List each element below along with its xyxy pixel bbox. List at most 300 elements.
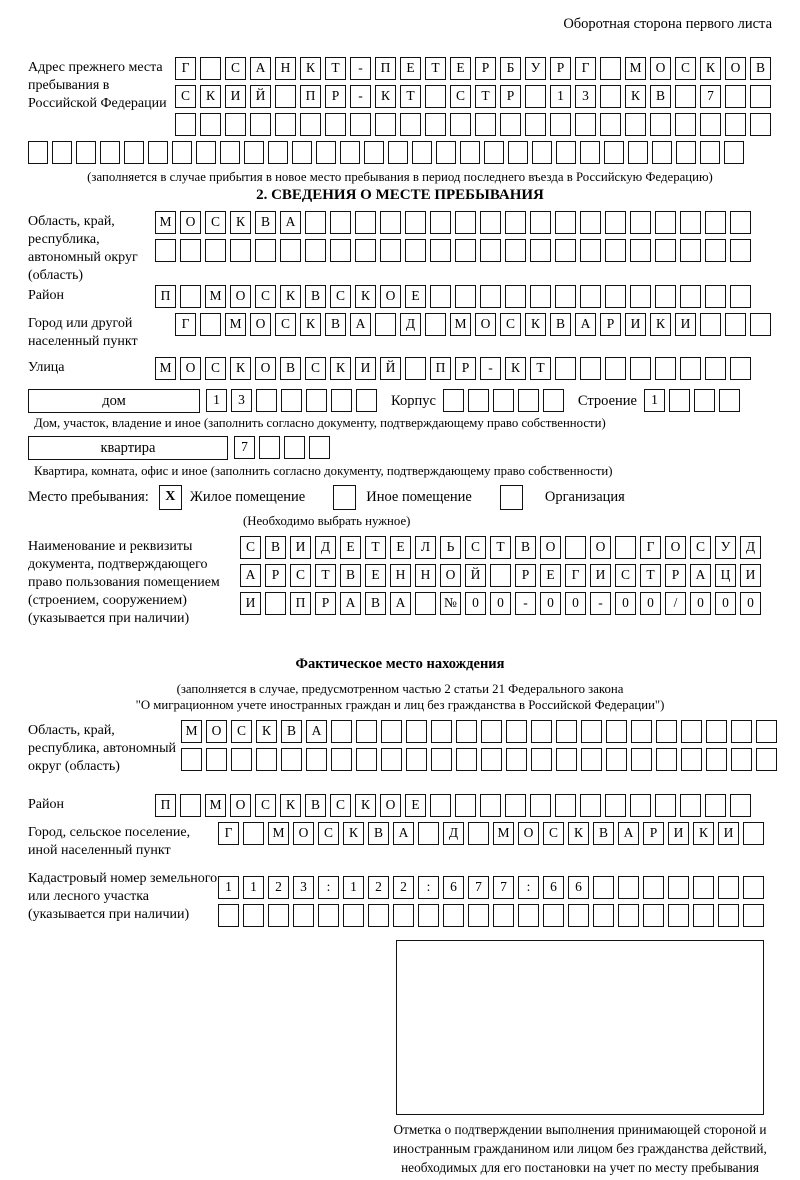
char-box[interactable] xyxy=(643,876,664,899)
char-box[interactable] xyxy=(625,113,646,136)
char-box[interactable] xyxy=(418,822,439,845)
char-box[interactable]: Р xyxy=(475,57,496,80)
char-box[interactable] xyxy=(180,285,201,308)
char-box[interactable]: 0 xyxy=(640,592,661,615)
char-box[interactable] xyxy=(243,822,264,845)
char-box[interactable]: 0 xyxy=(715,592,736,615)
char-box[interactable] xyxy=(604,141,624,164)
char-box[interactable] xyxy=(719,389,740,412)
char-box[interactable]: 0 xyxy=(690,592,711,615)
char-box[interactable] xyxy=(430,239,451,262)
char-box[interactable] xyxy=(468,904,489,927)
char-box[interactable]: 2 xyxy=(393,876,414,899)
char-box[interactable]: И xyxy=(668,822,689,845)
char-box[interactable] xyxy=(480,794,501,817)
char-box[interactable]: - xyxy=(350,85,371,108)
char-box[interactable] xyxy=(580,794,601,817)
char-box[interactable] xyxy=(555,794,576,817)
char-box[interactable]: С xyxy=(690,536,711,559)
char-box[interactable]: С xyxy=(175,85,196,108)
char-box[interactable]: Г xyxy=(640,536,661,559)
char-box[interactable]: М xyxy=(268,822,289,845)
char-box[interactable] xyxy=(581,720,602,743)
char-box[interactable]: Е xyxy=(405,794,426,817)
char-box[interactable] xyxy=(730,239,751,262)
char-box[interactable] xyxy=(680,211,701,234)
char-box[interactable]: № xyxy=(440,592,461,615)
char-box[interactable]: 0 xyxy=(740,592,761,615)
char-box[interactable] xyxy=(206,748,227,771)
char-box[interactable] xyxy=(631,720,652,743)
char-box[interactable]: В xyxy=(255,211,276,234)
char-box[interactable] xyxy=(331,389,352,412)
char-box[interactable] xyxy=(406,748,427,771)
char-box[interactable]: 0 xyxy=(565,592,586,615)
char-box[interactable]: О xyxy=(250,313,271,336)
char-box[interactable] xyxy=(243,904,264,927)
char-box[interactable] xyxy=(575,113,596,136)
char-box[interactable]: Р xyxy=(315,592,336,615)
char-box[interactable] xyxy=(425,85,446,108)
char-box[interactable] xyxy=(525,113,546,136)
char-box[interactable] xyxy=(275,85,296,108)
char-box[interactable] xyxy=(530,211,551,234)
char-box[interactable] xyxy=(431,748,452,771)
char-box[interactable]: А xyxy=(280,211,301,234)
char-box[interactable] xyxy=(493,904,514,927)
char-box[interactable] xyxy=(405,211,426,234)
char-box[interactable] xyxy=(705,211,726,234)
char-box[interactable]: В xyxy=(593,822,614,845)
char-box[interactable] xyxy=(530,285,551,308)
char-box[interactable]: Н xyxy=(390,564,411,587)
char-box[interactable]: Г xyxy=(565,564,586,587)
char-box[interactable]: К xyxy=(355,794,376,817)
char-box[interactable] xyxy=(655,239,676,262)
char-box[interactable] xyxy=(506,720,527,743)
char-box[interactable]: Т xyxy=(325,57,346,80)
char-box[interactable] xyxy=(355,239,376,262)
char-box[interactable] xyxy=(718,904,739,927)
char-box[interactable] xyxy=(725,85,746,108)
char-box[interactable] xyxy=(680,794,701,817)
char-box[interactable]: Г xyxy=(175,57,196,80)
char-box[interactable] xyxy=(518,904,539,927)
char-box[interactable]: К xyxy=(700,57,721,80)
char-box[interactable] xyxy=(318,904,339,927)
char-box[interactable] xyxy=(393,904,414,927)
char-box[interactable]: Т xyxy=(400,85,421,108)
char-box[interactable] xyxy=(630,285,651,308)
char-box[interactable]: 3 xyxy=(293,876,314,899)
char-box[interactable]: : xyxy=(318,876,339,899)
char-box[interactable]: О xyxy=(206,720,227,743)
char-box[interactable] xyxy=(656,748,677,771)
char-box[interactable]: К xyxy=(625,85,646,108)
char-box[interactable] xyxy=(718,876,739,899)
char-box[interactable] xyxy=(700,141,720,164)
char-box[interactable]: Р xyxy=(665,564,686,587)
char-box[interactable]: 6 xyxy=(568,876,589,899)
char-box[interactable] xyxy=(388,141,408,164)
char-box[interactable] xyxy=(124,141,144,164)
char-box[interactable]: Р xyxy=(550,57,571,80)
char-box[interactable]: О xyxy=(518,822,539,845)
char-box[interactable] xyxy=(205,239,226,262)
char-box[interactable] xyxy=(630,211,651,234)
char-box[interactable] xyxy=(676,141,696,164)
char-box[interactable]: Т xyxy=(475,85,496,108)
char-box[interactable] xyxy=(456,748,477,771)
char-box[interactable]: В xyxy=(650,85,671,108)
char-box[interactable] xyxy=(180,239,201,262)
char-box[interactable] xyxy=(265,592,286,615)
char-box[interactable] xyxy=(218,904,239,927)
char-box[interactable]: Е xyxy=(390,536,411,559)
char-box[interactable] xyxy=(256,748,277,771)
char-box[interactable]: Л xyxy=(415,536,436,559)
char-box[interactable]: Й xyxy=(465,564,486,587)
char-box[interactable]: Б xyxy=(500,57,521,80)
char-box[interactable] xyxy=(412,141,432,164)
char-box[interactable] xyxy=(155,239,176,262)
char-box[interactable] xyxy=(508,141,528,164)
char-box[interactable] xyxy=(555,239,576,262)
char-box[interactable]: - xyxy=(590,592,611,615)
char-box[interactable] xyxy=(418,904,439,927)
char-box[interactable] xyxy=(668,904,689,927)
char-box[interactable] xyxy=(506,748,527,771)
char-box[interactable]: 3 xyxy=(231,389,252,412)
char-box[interactable]: Й xyxy=(380,357,401,380)
char-box[interactable] xyxy=(656,720,677,743)
char-box[interactable] xyxy=(180,794,201,817)
char-box[interactable] xyxy=(615,536,636,559)
char-box[interactable] xyxy=(750,85,771,108)
char-box[interactable]: У xyxy=(715,536,736,559)
char-box[interactable] xyxy=(743,876,764,899)
char-box[interactable] xyxy=(455,211,476,234)
char-box[interactable]: А xyxy=(393,822,414,845)
char-box[interactable]: С xyxy=(465,536,486,559)
char-box[interactable] xyxy=(705,357,726,380)
char-box[interactable] xyxy=(694,389,715,412)
char-box[interactable] xyxy=(400,113,421,136)
char-box[interactable] xyxy=(455,285,476,308)
char-box[interactable] xyxy=(630,794,651,817)
char-box[interactable]: П xyxy=(290,592,311,615)
char-box[interactable]: Г xyxy=(575,57,596,80)
char-box[interactable] xyxy=(600,57,621,80)
char-box[interactable] xyxy=(756,748,777,771)
char-box[interactable] xyxy=(480,211,501,234)
char-box[interactable] xyxy=(292,141,312,164)
char-box[interactable] xyxy=(316,141,336,164)
char-box[interactable]: М xyxy=(155,357,176,380)
char-box[interactable] xyxy=(731,720,752,743)
char-box[interactable] xyxy=(455,794,476,817)
char-box[interactable]: П xyxy=(155,285,176,308)
char-box[interactable] xyxy=(605,794,626,817)
char-box[interactable]: О xyxy=(665,536,686,559)
char-box[interactable] xyxy=(618,904,639,927)
char-box[interactable] xyxy=(431,720,452,743)
char-box[interactable]: С xyxy=(543,822,564,845)
char-box[interactable] xyxy=(580,239,601,262)
char-box[interactable] xyxy=(425,313,446,336)
char-box[interactable]: О xyxy=(293,822,314,845)
char-box[interactable] xyxy=(605,211,626,234)
char-box[interactable]: 0 xyxy=(465,592,486,615)
char-box[interactable] xyxy=(606,748,627,771)
char-box[interactable]: А xyxy=(690,564,711,587)
char-box[interactable] xyxy=(231,748,252,771)
char-box[interactable] xyxy=(530,794,551,817)
char-box[interactable] xyxy=(330,239,351,262)
char-box[interactable] xyxy=(581,748,602,771)
char-box[interactable] xyxy=(490,564,511,587)
checkbox-organization[interactable] xyxy=(500,485,523,510)
char-box[interactable]: Н xyxy=(415,564,436,587)
char-box[interactable]: / xyxy=(665,592,686,615)
char-box[interactable]: Т xyxy=(530,357,551,380)
char-box[interactable] xyxy=(668,876,689,899)
char-box[interactable]: С xyxy=(330,794,351,817)
char-box[interactable] xyxy=(468,389,489,412)
char-box[interactable] xyxy=(556,748,577,771)
char-box[interactable] xyxy=(225,113,246,136)
char-box[interactable]: В xyxy=(515,536,536,559)
char-box[interactable]: М xyxy=(450,313,471,336)
char-box[interactable]: В xyxy=(305,285,326,308)
char-box[interactable] xyxy=(593,876,614,899)
char-box[interactable] xyxy=(555,285,576,308)
char-box[interactable] xyxy=(375,113,396,136)
char-box[interactable]: С xyxy=(500,313,521,336)
char-box[interactable]: М xyxy=(181,720,202,743)
char-box[interactable] xyxy=(680,239,701,262)
char-box[interactable]: Т xyxy=(490,536,511,559)
char-box[interactable] xyxy=(425,113,446,136)
char-box[interactable] xyxy=(148,141,168,164)
char-box[interactable]: - xyxy=(350,57,371,80)
char-box[interactable]: Ц xyxy=(715,564,736,587)
char-box[interactable]: Т xyxy=(315,564,336,587)
char-box[interactable]: Е xyxy=(365,564,386,587)
char-box[interactable]: Т xyxy=(365,536,386,559)
char-box[interactable] xyxy=(580,357,601,380)
char-box[interactable] xyxy=(405,239,426,262)
char-box[interactable]: С xyxy=(205,357,226,380)
char-box[interactable] xyxy=(175,113,196,136)
char-box[interactable] xyxy=(605,357,626,380)
char-box[interactable]: Г xyxy=(218,822,239,845)
char-box[interactable] xyxy=(284,436,305,459)
char-box[interactable]: 0 xyxy=(615,592,636,615)
char-box[interactable] xyxy=(268,904,289,927)
char-box[interactable] xyxy=(655,211,676,234)
char-box[interactable]: 1 xyxy=(550,85,571,108)
char-box[interactable]: К xyxy=(505,357,526,380)
char-box[interactable]: О xyxy=(380,794,401,817)
char-box[interactable] xyxy=(743,904,764,927)
char-box[interactable]: Й xyxy=(250,85,271,108)
char-box[interactable]: П xyxy=(155,794,176,817)
char-box[interactable]: И xyxy=(718,822,739,845)
char-box[interactable] xyxy=(725,313,746,336)
checkbox-residential[interactable]: X xyxy=(159,485,182,510)
char-box[interactable]: Р xyxy=(500,85,521,108)
char-box[interactable]: 2 xyxy=(368,876,389,899)
char-box[interactable]: 1 xyxy=(644,389,665,412)
char-box[interactable] xyxy=(730,285,751,308)
checkbox-other-premises[interactable] xyxy=(333,485,356,510)
char-box[interactable]: В xyxy=(365,592,386,615)
char-box[interactable] xyxy=(680,285,701,308)
char-box[interactable] xyxy=(505,211,526,234)
char-box[interactable] xyxy=(52,141,72,164)
char-box[interactable] xyxy=(230,239,251,262)
char-box[interactable]: М xyxy=(225,313,246,336)
char-box[interactable] xyxy=(681,720,702,743)
char-box[interactable] xyxy=(364,141,384,164)
char-box[interactable] xyxy=(181,748,202,771)
char-box[interactable] xyxy=(244,141,264,164)
char-box[interactable]: С xyxy=(240,536,261,559)
char-box[interactable]: М xyxy=(493,822,514,845)
char-box[interactable] xyxy=(305,239,326,262)
char-box[interactable]: Е xyxy=(340,536,361,559)
char-box[interactable] xyxy=(705,794,726,817)
char-box[interactable] xyxy=(28,141,48,164)
char-box[interactable] xyxy=(475,113,496,136)
char-box[interactable] xyxy=(531,720,552,743)
char-box[interactable]: О xyxy=(380,285,401,308)
char-box[interactable] xyxy=(543,904,564,927)
char-box[interactable] xyxy=(300,113,321,136)
char-box[interactable] xyxy=(356,720,377,743)
char-box[interactable] xyxy=(305,211,326,234)
char-box[interactable]: О xyxy=(650,57,671,80)
char-box[interactable] xyxy=(505,794,526,817)
char-box[interactable]: : xyxy=(418,876,439,899)
char-box[interactable]: О xyxy=(255,357,276,380)
char-box[interactable]: 1 xyxy=(218,876,239,899)
char-box[interactable] xyxy=(631,748,652,771)
char-box[interactable] xyxy=(220,141,240,164)
char-box[interactable] xyxy=(730,794,751,817)
char-box[interactable]: С xyxy=(275,313,296,336)
char-box[interactable] xyxy=(456,720,477,743)
char-box[interactable] xyxy=(550,113,571,136)
char-box[interactable] xyxy=(555,211,576,234)
char-box[interactable] xyxy=(275,113,296,136)
char-box[interactable]: К xyxy=(568,822,589,845)
char-box[interactable] xyxy=(580,141,600,164)
char-box[interactable] xyxy=(325,113,346,136)
char-box[interactable] xyxy=(525,85,546,108)
char-box[interactable] xyxy=(415,592,436,615)
char-box[interactable] xyxy=(250,113,271,136)
char-box[interactable] xyxy=(450,113,471,136)
char-box[interactable]: В xyxy=(305,794,326,817)
char-box[interactable] xyxy=(700,113,721,136)
char-box[interactable] xyxy=(650,113,671,136)
char-box[interactable] xyxy=(381,720,402,743)
char-box[interactable] xyxy=(330,211,351,234)
char-box[interactable] xyxy=(281,748,302,771)
char-box[interactable] xyxy=(725,113,746,136)
char-box[interactable]: 1 xyxy=(243,876,264,899)
char-box[interactable]: П xyxy=(430,357,451,380)
char-box[interactable] xyxy=(343,904,364,927)
char-box[interactable] xyxy=(531,748,552,771)
char-box[interactable] xyxy=(443,904,464,927)
char-box[interactable]: В xyxy=(750,57,771,80)
char-box[interactable] xyxy=(750,113,771,136)
char-box[interactable] xyxy=(293,904,314,927)
char-box[interactable]: 1 xyxy=(343,876,364,899)
char-box[interactable] xyxy=(652,141,672,164)
char-box[interactable] xyxy=(405,357,426,380)
char-box[interactable] xyxy=(256,389,277,412)
char-box[interactable]: В xyxy=(368,822,389,845)
char-box[interactable]: П xyxy=(375,57,396,80)
char-box[interactable]: А xyxy=(306,720,327,743)
char-box[interactable]: К xyxy=(230,357,251,380)
char-box[interactable]: А xyxy=(575,313,596,336)
char-box[interactable] xyxy=(306,748,327,771)
char-box[interactable] xyxy=(605,285,626,308)
char-box[interactable] xyxy=(100,141,120,164)
char-box[interactable] xyxy=(430,285,451,308)
char-box[interactable] xyxy=(618,876,639,899)
char-box[interactable] xyxy=(655,357,676,380)
char-box[interactable] xyxy=(500,113,521,136)
char-box[interactable]: С xyxy=(231,720,252,743)
char-box[interactable] xyxy=(605,239,626,262)
char-box[interactable]: П xyxy=(300,85,321,108)
char-box[interactable]: О xyxy=(230,285,251,308)
char-box[interactable] xyxy=(555,357,576,380)
char-box[interactable]: В xyxy=(281,720,302,743)
char-box[interactable]: 7 xyxy=(700,85,721,108)
char-box[interactable] xyxy=(375,313,396,336)
char-box[interactable] xyxy=(593,904,614,927)
char-box[interactable]: Д xyxy=(315,536,336,559)
char-box[interactable]: С xyxy=(255,794,276,817)
char-box[interactable]: И xyxy=(225,85,246,108)
char-box[interactable] xyxy=(655,794,676,817)
char-box[interactable]: М xyxy=(625,57,646,80)
char-box[interactable]: А xyxy=(350,313,371,336)
char-box[interactable]: С xyxy=(290,564,311,587)
char-box[interactable]: К xyxy=(280,794,301,817)
char-box[interactable] xyxy=(331,720,352,743)
char-box[interactable]: С xyxy=(450,85,471,108)
char-box[interactable] xyxy=(565,536,586,559)
char-box[interactable]: К xyxy=(300,313,321,336)
char-box[interactable] xyxy=(580,211,601,234)
char-box[interactable]: О xyxy=(475,313,496,336)
char-box[interactable]: К xyxy=(330,357,351,380)
char-box[interactable] xyxy=(350,113,371,136)
char-box[interactable]: И xyxy=(240,592,261,615)
char-box[interactable]: К xyxy=(200,85,221,108)
char-box[interactable]: - xyxy=(515,592,536,615)
char-box[interactable] xyxy=(481,720,502,743)
char-box[interactable]: К xyxy=(650,313,671,336)
